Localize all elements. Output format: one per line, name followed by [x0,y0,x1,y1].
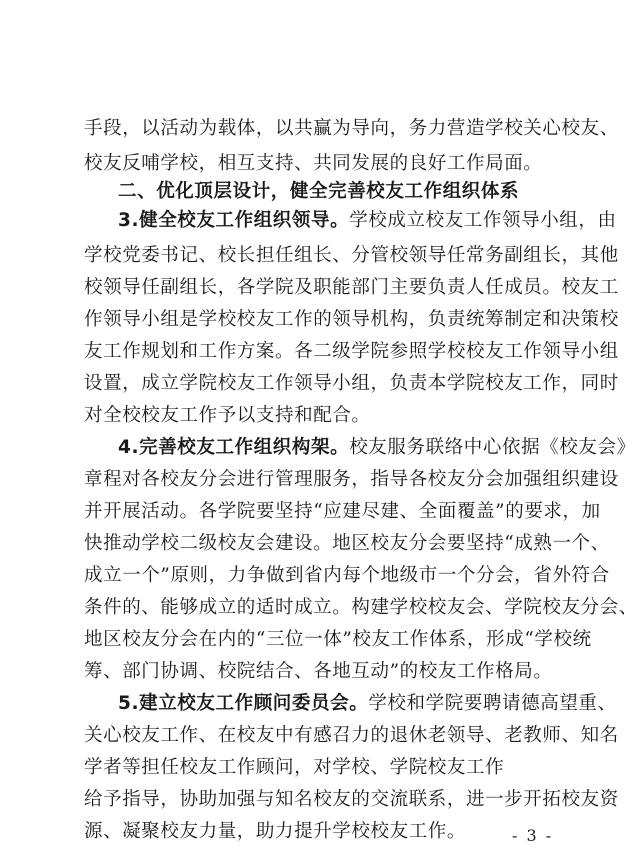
item-lead-heading: 4.完善校友工作组织构架。 [118,437,350,458]
body-text: 学校和学院要聘请德高望重、 [368,693,617,714]
body-text-line: 设置，成立学院校友工作领导小组，负责本学院校友工作，同时 [84,373,619,394]
item-lead-heading: 3.健全校友工作组织领导。 [118,210,350,231]
body-text-line: 对全校校友工作予以支持和配合。 [84,405,371,426]
paragraph-first-line [118,210,617,232]
section-heading: 二、优化顶层设计，健全完善校友工作组织体系 [118,181,520,202]
body-text-line: 条件的、能够成立的适时成立。构建学校校友会、学院校友分会、 [84,597,638,618]
body-text-line: 筹、部门协调、校院结合、各地互动”的校友工作格局。 [84,661,553,682]
body-text-line: 给予指导，协助加强与知名校友的交流联系，进一步开拓校友资 [84,789,619,810]
body-text-line: 友工作规划和工作方案。各二级学院参照学校校友工作领导小组 [84,341,619,362]
item-lead-heading: 5.建立校友工作顾问委员会。 [118,693,369,714]
body-text-line: 校领导任副组长，各学院及职能部门主要负责人任成员。校友工 [84,277,619,298]
body-text-line: 学校党委书记、校长担任组长、分管校领导任常务副组长，其他 [84,245,619,266]
page-number: - 3 - [512,826,554,845]
body-text-line: 关心校友工作、在校友中有感召力的退休老领导、老教师、知名 [84,725,619,746]
body-text-line: 章程对各校友分会进行管理服务，指导各校友分会加强组织建设 [84,469,619,490]
body-text-line: 学者等担任校友工作顾问，对学校、学院校友工作 [84,757,505,778]
body-text: 学校成立校友工作领导小组，由 [349,210,617,231]
paragraph-first-line [118,437,636,459]
body-text-line: 手段，以活动为载体，以共赢为导向，务力营造学校关心校友、 [84,118,619,139]
body-text-line: 快推动学校二级校友会建设。地区校友分会要坚持“成熟一个、 [84,533,610,554]
body-text-line: 地区校友分会在内的“三位一体”校友工作体系，形成“学校统 [84,629,592,650]
body-text-line: 成立一个”原则，力争做到省内每个地级市一个分会，省外符合 [84,565,610,586]
body-text-line: 源、凝聚校友力量，助力提升学校校友工作。 [84,821,467,842]
body-text-line: 校友反哺学校，相互支持、共同发展的良好工作局面。 [84,153,543,174]
body-text-line: 作领导小组是学校校友工作的领导机构，负责统筹制定和决策校 [84,309,619,330]
body-text-line: 并开展活动。各学院要坚持“应建尽建、全面覆盖”的要求，加 [84,501,601,522]
paragraph-first-line [118,693,617,715]
body-text: 校友服务联络中心依据《校友会》 [349,437,636,458]
